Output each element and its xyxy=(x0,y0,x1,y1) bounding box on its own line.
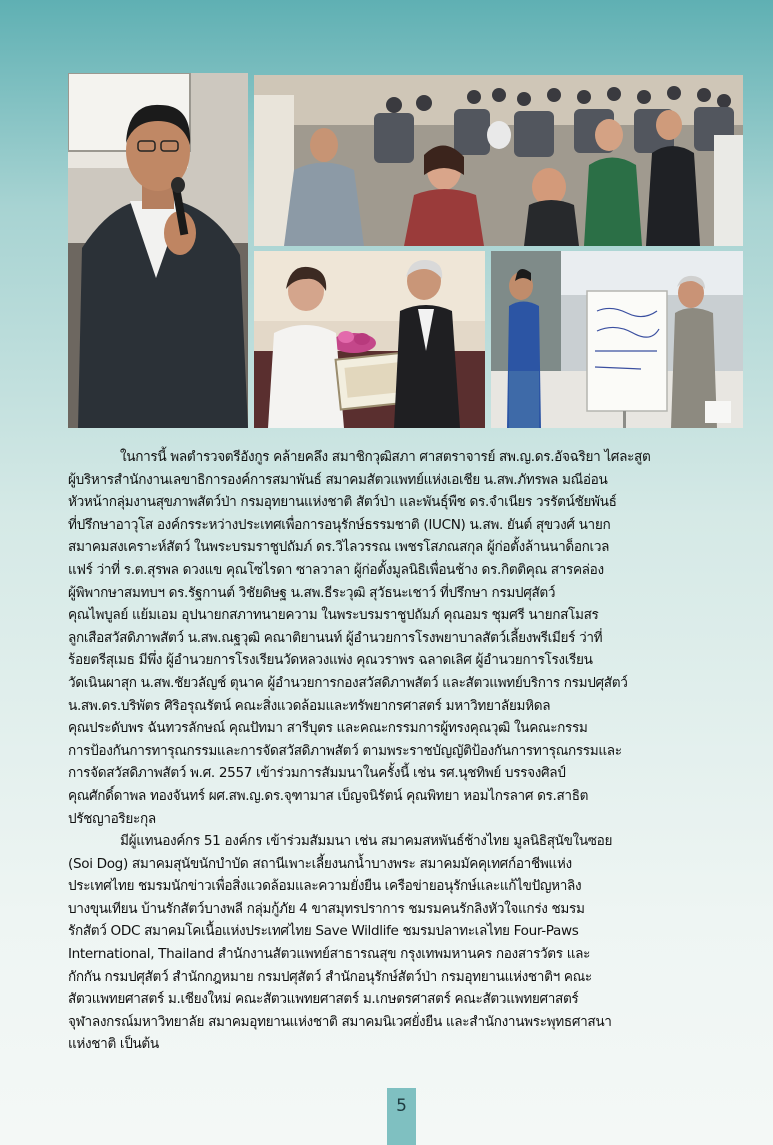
text-line: International, Thailand สำนักงานสัตวแพทย์สาธารณสุข กรุงเทพมหานคร กองสารวัตร และ xyxy=(68,946,591,963)
text-line: คุณศักดิ์ดาพล ทองจันทร์ ผศ.สพ.ญ.ดร.จุฑามาส เบ็ญจนิรัตน์ คุณพิทยา หอมไกรลาศ ดร.สาธิต xyxy=(68,787,589,804)
text-line: ในการนี้ พลตำรวจตรีอังกูร คล้ายคลึง สมาชิกวุฒิสภา ศาสตราจารย์ สพ.ญ.ดร.อัจฉริยา ไศละสูต xyxy=(120,449,651,465)
text-line: กักกัน กรมปศุสัตว์ สำนักกฎหมาย กรมปศุสัตว์ สำนักอนุรักษ์สัตว์ป่า กรมอุทยานแห่งชาติฯ คณะ xyxy=(68,968,592,985)
speaker-with-microphone-photo xyxy=(68,73,248,428)
text-line: ปรัชญาอริยะกุล xyxy=(68,810,156,827)
text-line: รักสัตว์ ODC สมาคมโคเนื้อแห่งประเทศไทย Save Wildlife ชมรมปลาทะเลไทย Four-Paws xyxy=(68,923,579,940)
text-line: คุณประดับพร ฉันทวรลักษณ์ คุณปัทมา สารีบุตร และคณะกรรมการผู้ทรงคุณวุฒิ ในคณะกรรม xyxy=(68,720,588,737)
seminar-audience-photo xyxy=(254,75,743,246)
text-line: แฟร์ ว่าที่ ร.ต.สุรพล ดวงแข คุณโซไรดา ซาลวาลา ผู้ก่อตั้งมูลนิธิเพื่อนช้าง ดร.กิตติคุณ สารคล่อง xyxy=(68,561,604,578)
text-line: มีผู้แทนองค์กร 51 องค์กร เข้าร่วมสัมมนา เช่น สมาคมสหพันธ์ช้างไทย มูลนิธิสุนัขในซอย xyxy=(120,833,613,850)
text-line: การป้องกันการทารุณกรรมและการจัดสวัสดิภาพสัตว์ ตามพระราชบัญญัติป้องกันการทารุณกรรมและ xyxy=(68,742,622,759)
text-line: วัดเนินผาสุก น.สพ.ชัยวลัญช์ ตุนาค ผู้อำนวยการกองสวัสดิภาพสัตว์ และสัตวแพทย์บริการ กรมปศุสัตว์ xyxy=(68,674,628,691)
text-line: บางขุนเทียน บ้านรักสัตว์บางพลี กลุ่มกู้ภัย 4 ขาสมุทรปราการ ชมรมคนรักลิงหัวใจแกร่ง ชมรม xyxy=(68,900,585,917)
text-line: น.สพ.ดร.บริพัตร ศิริอรุณรัตน์ คณะสิ่งแวดล้อมและทรัพยากรศาสตร์ มหาวิทยาลัยมหิดล xyxy=(68,697,551,714)
article-body xyxy=(68,446,748,1056)
text-line: ลูกเสือสวัสดิภาพสัตว์ น.สพ.ณฐวุฒิ คณาติยานนท์ ผู้อำนวยการโรงพยาบาลสัตว์เลี้ยงพรีเมียร์ ว่าที่ xyxy=(68,629,603,646)
text-line: ผู้บริหารสำนักงานเลขาธิการองค์การสมาพันธ์ สมาคมสัตวแพทย์แห่งเอเชีย น.สพ.ภัทรพล มณีอ่อน xyxy=(68,471,608,488)
text-line: สัตวแพทยศาสตร์ ม.เชียงใหม่ คณะสัตวแพทยศาสตร์ ม.เกษตรศาสตร์ คณะสัตวแพทยศาสตร์ xyxy=(68,991,579,1008)
article-paragraph-2 xyxy=(68,830,748,1056)
text-line: ผู้พิพากษาสมทบฯ ดร.รัฐกานต์ วิชัยดิษฐ น.สพ.ธีระวุฒิ สุวัธนะเชาว์ ที่ปรึกษา กรมปศุสัตว์ xyxy=(68,584,556,601)
text-line: หัวหน้ากลุ่มงานสุขภาพสัตว์ป่า กรมอุทยานแห่งชาติ สัตว์ป่า และพันธุ์พืช ดร.จำเนียร วรรัตน์ชัยพันธ์ xyxy=(68,494,617,511)
text-line: ที่ปรึกษาอาวุโส องค์กรระหว่างประเทศเพื่อการอนุรักษ์ธรรมชาติ (IUCN) น.สพ. ยันต์ สุขวงศ์ นายก xyxy=(68,516,611,533)
text-line: จุฬาลงกรณ์มหาวิทยาลัย สมาคมอุทยานแห่งชาติ สมาคมนิเวศยั่งยืน และสำนักงานพระพุทธศาสนา xyxy=(68,1013,612,1030)
certificate-presentation-photo xyxy=(254,251,485,428)
page-number: 5 xyxy=(396,1096,407,1116)
text-line: แห่งชาติ เป็นต้น xyxy=(68,1036,159,1053)
text-line: ร้อยตรีสุเมธ มีพึ่ง ผู้อำนวยการโรงเรียนวัดหลวงแพ่ง คุณวราพร ฉลาดเลิศ ผู้อำนวยการโรงเรียน xyxy=(68,652,593,669)
text-line: คุณไพบูลย์ แย้มเอม อุปนายกสภาทนายความ ในพระบรมราชูปถัมภ์ คุณอมร ชุมศรี นายกสโมสร xyxy=(68,607,599,624)
text-line: ประเทศไทย ชมรมนักข่าวเพื่อสิ่งแวดล้อมและความยั่งยืน เครือข่ายอนุรักษ์และแก้ไขปัญหาลิง xyxy=(68,878,582,895)
text-line: (Soi Dog) สมาคมสุนัขนักบำบัด สถานีเพาะเลี้ยงนกน้ำบางพระ สมาคมมัคคุเทศก์อาชีพแห่ง xyxy=(68,855,572,872)
article-paragraph-1 xyxy=(68,446,748,830)
text-line: สมาคมสงเคราะห์สัตว์ ในพระบรมราชูปถัมภ์ ดร.วิไลวรรณ เพชรโสภณสกุล ผู้ก่อตั้งล้านนาด็อกเวล xyxy=(68,539,610,556)
text-line: การจัดสวัสดิภาพสัตว์ พ.ศ. 2557 เข้าร่วมการสัมมนาในครั้งนี้ เช่น รศ.นุชทิพย์ บรรจงศิลป์ xyxy=(68,765,566,782)
flipchart-presentation-photo xyxy=(491,251,743,428)
